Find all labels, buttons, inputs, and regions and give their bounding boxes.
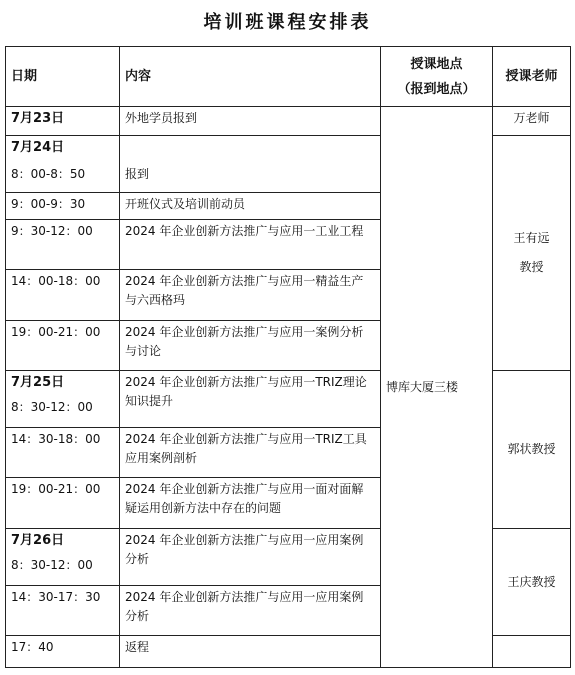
time-cell: 14：30-17：30 — [6, 586, 120, 636]
time-cell: 19：00-21：00 — [6, 478, 120, 529]
teacher-cell-guo: 郭状教授 — [493, 371, 571, 529]
header-teacher: 授课老师 — [493, 47, 571, 107]
date-cell — [6, 107, 120, 136]
time-cell: 9：00-9：30 — [6, 193, 120, 220]
content-cell: 开班仪式及培训前动员 — [120, 193, 381, 220]
content-cell: 2024 年企业创新方法推广与应用一面对面解疑运用创新方法中存在的问题 — [120, 478, 381, 529]
teacher-cell-qing: 王庆教授 — [493, 529, 571, 636]
location-cell: 博库大厦三楼 — [381, 107, 493, 668]
content-cell: 2024 年企业创新方法推广与应用一工业工程 — [120, 220, 381, 270]
time-label: 8：30-12：00 — [11, 400, 93, 414]
teacher-name: 王有远 — [513, 231, 550, 245]
content-cell: 2024 年企业创新方法推广与应用一TRIZ理论知识提升 — [120, 371, 381, 428]
content-cell — [120, 136, 381, 193]
time-cell: 14：30-18：00 — [6, 428, 120, 478]
header-content: 内容 — [120, 47, 381, 107]
content-cell: 外地学员报到 — [120, 107, 381, 136]
content-text: 报到 — [125, 167, 150, 181]
header-location-line1: 授课地点 — [410, 56, 463, 72]
date-label: 7月25日 — [11, 375, 65, 390]
time-cell: 19：00-21：00 — [6, 321, 120, 371]
date-label: 7月23日 — [11, 111, 65, 126]
content-cell: 2024 年企业创新方法推广与应用一应用案例分析 — [120, 529, 381, 586]
content-cell: 2024 年企业创新方法推广与应用一精益生产与六西格玛 — [120, 270, 381, 321]
date-label: 7月24日 — [11, 140, 65, 155]
teacher-cell-wan: 万老师 — [493, 107, 571, 136]
content-cell: 2024 年企业创新方法推广与应用一TRIZ工具应用案例剖析 — [120, 428, 381, 478]
date-label: 7月26日 — [11, 533, 65, 548]
table-header-row — [6, 47, 571, 107]
header-date: 日期 — [6, 47, 120, 107]
date-cell — [6, 136, 120, 193]
teacher-cell-wang — [493, 136, 571, 371]
teacher-cell-empty — [493, 636, 571, 668]
header-location-line2: （报到地点） — [397, 81, 476, 97]
content-cell: 2024 年企业创新方法推广与应用一应用案例分析 — [120, 586, 381, 636]
time-label: 8：00-8：50 — [11, 167, 86, 181]
time-cell: 14：00-18：00 — [6, 270, 120, 321]
content-cell: 返程 — [120, 636, 381, 668]
time-label: 8：30-12：00 — [11, 558, 93, 572]
date-cell — [6, 529, 120, 586]
content-cell: 2024 年企业创新方法推广与应用一案例分析与讨论 — [120, 321, 381, 371]
time-cell: 17：40 — [6, 636, 120, 668]
header-location — [381, 47, 493, 107]
time-cell: 9：30-12：00 — [6, 220, 120, 270]
schedule-table — [5, 46, 571, 668]
teacher-title: 教授 — [519, 260, 544, 274]
table-row — [6, 107, 571, 136]
page-title: 培训班课程安排表 — [203, 12, 372, 33]
date-cell — [6, 371, 120, 428]
